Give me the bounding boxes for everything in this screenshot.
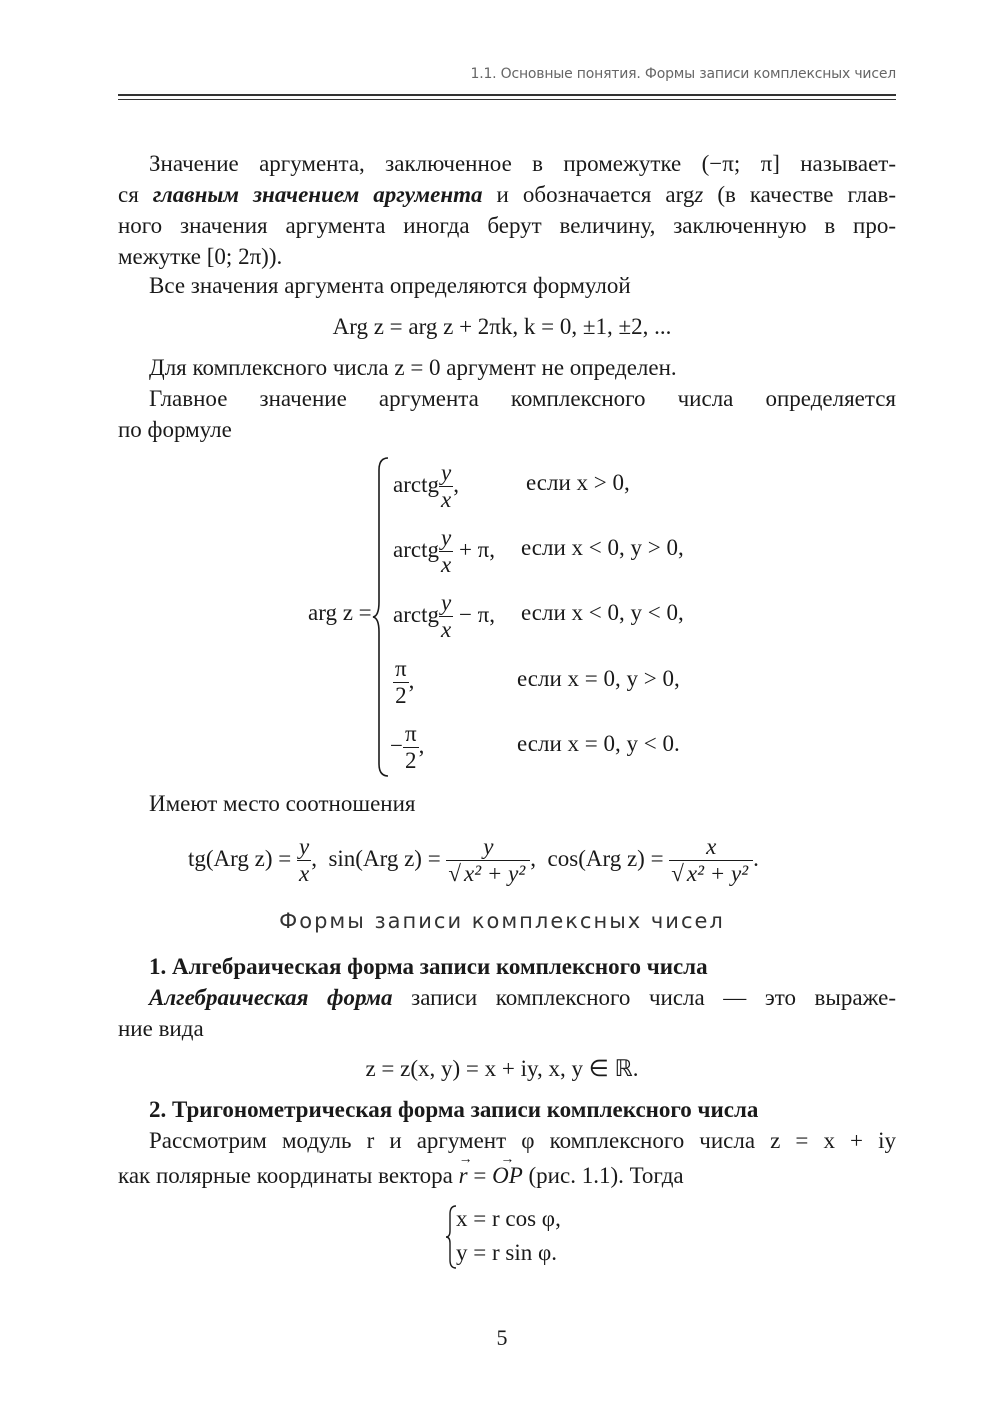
p4-line-2: по формуле — [118, 417, 232, 442]
cos-label: cos(Arg z) = — [547, 845, 664, 871]
case-3 — [393, 590, 495, 643]
frac-den: 2 — [395, 683, 407, 708]
minus: − — [390, 732, 403, 758]
vector-op: → OP — [492, 1160, 523, 1191]
p1-line-1: Значение аргумента, заключенное в промежутке (−π; π] называет- — [149, 151, 896, 176]
paragraph-principal-argument — [118, 148, 896, 272]
plus-pi: + π, — [458, 536, 496, 562]
left-brace — [372, 456, 392, 778]
algebraic-line-1 — [118, 982, 896, 1013]
p1-line-4: межутке [0; 2π)). — [118, 244, 283, 269]
vector-r: → r — [459, 1160, 468, 1191]
case-1 — [393, 460, 459, 513]
section-title: Формы записи комплексных чисел — [279, 909, 725, 933]
running-head: 1.1. Основные понятия. Формы записи комплексных чисел — [470, 66, 896, 82]
sqrt-sign: √ — [448, 861, 462, 886]
condition-4: если x = 0, y > 0, — [517, 666, 680, 691]
paragraph-all-values: Все значения аргумента определяются формулой — [149, 273, 631, 298]
period: . — [753, 845, 759, 871]
p1-line-2 — [118, 179, 896, 210]
p1-text: ся — [118, 182, 153, 207]
condition-2: если x < 0, y > 0, — [521, 535, 684, 560]
arctg: arctg — [393, 536, 439, 562]
condition-5: если x = 0, y < 0. — [517, 731, 680, 756]
tg-label: tg(Arg z) = — [188, 845, 292, 871]
comma: , — [408, 667, 415, 693]
piecewise-lhs: arg z = — [308, 600, 372, 625]
frac-den: x — [440, 552, 452, 577]
radicand: x² + y² — [464, 861, 526, 886]
p1-text: (в качестве глав- — [703, 182, 896, 207]
equals: = — [467, 1163, 493, 1188]
frac-num: y — [440, 590, 452, 615]
trig-line-2 — [118, 1160, 896, 1191]
case-4 — [393, 656, 414, 709]
page-number: 5 — [496, 1325, 508, 1350]
frac-num: y — [440, 460, 452, 485]
frac-den: x — [299, 861, 310, 886]
frac-num: y — [299, 834, 310, 859]
system-eq-2: y = r sin φ. — [456, 1240, 557, 1265]
comma: , — [311, 845, 317, 871]
system-eq-1: x = r cos φ, — [456, 1206, 561, 1231]
equation-algebraic: z = z(x, y) = x + iy, x, y ∈ ℝ. — [365, 1056, 639, 1081]
condition-1: если x > 0, — [526, 470, 630, 495]
equation-arg: Arg z = arg z + 2πk, k = 0, ±1, ±2, ... — [332, 314, 672, 339]
frac-den: 2 — [405, 748, 417, 773]
frac-num: y — [440, 525, 452, 550]
comma: , — [530, 845, 537, 871]
case-5 — [390, 721, 424, 774]
algebraic-line-2: ние вида — [118, 1016, 204, 1041]
paragraph-trigonometric — [118, 1125, 896, 1191]
term-principal-value: главным значением аргумента — [152, 182, 483, 207]
arctg: arctg — [393, 601, 439, 627]
trig-line-1: Рассмотрим модуль r и аргумент φ комплексного числа z = x + iy — [149, 1128, 896, 1153]
frac-num: x — [706, 834, 717, 859]
frac-den: x — [440, 487, 452, 512]
paragraph-relations: Имеют место соотношения — [149, 791, 416, 816]
arctg: arctg — [393, 471, 439, 497]
paragraph-principal-formula — [118, 383, 896, 445]
heading-algebraic: 1. Алгебраическая форма записи комплексного числа — [149, 954, 708, 979]
paragraph-zero: Для комплексного числа z = 0 аргумент не определен. — [149, 355, 677, 380]
header-rule-thick — [118, 94, 896, 96]
p1-text: и обозначается arg — [482, 182, 695, 207]
equation-trig — [188, 834, 759, 887]
p4-line-1: Главное значение аргумента комплексного числа определяется — [149, 386, 896, 411]
comma: , — [453, 471, 459, 497]
minus-pi: − π, — [458, 601, 496, 627]
header-rule-thin — [118, 99, 896, 100]
frac-num: π — [395, 656, 407, 681]
term-algebraic-form: Алгебраическая форма — [149, 985, 393, 1010]
sqrt-sign: √ — [671, 861, 684, 886]
p1-line-3: ного значения аргумента иногда берут величину, заключенную в про- — [118, 213, 896, 238]
heading-trigonometric: 2. Тригонометрическая форма записи комплексного числа — [149, 1097, 759, 1122]
p1-var: z — [694, 182, 704, 207]
trig-text: (рис. 1.1). Тогда — [522, 1163, 684, 1188]
frac-den: x — [440, 617, 452, 642]
condition-3: если x < 0, y < 0, — [521, 600, 684, 625]
algebraic-text: записи комплексного числа — это выраже- — [392, 985, 896, 1010]
radicand: x² + y² — [686, 861, 749, 886]
paragraph-algebraic — [118, 982, 896, 1044]
sin-label: sin(Arg z) = — [328, 845, 441, 871]
case-2 — [393, 525, 495, 578]
frac-num: y — [483, 834, 494, 859]
trig-text: как полярные координаты вектора — [118, 1163, 459, 1188]
comma: , — [418, 732, 425, 758]
frac-num: π — [404, 721, 417, 746]
